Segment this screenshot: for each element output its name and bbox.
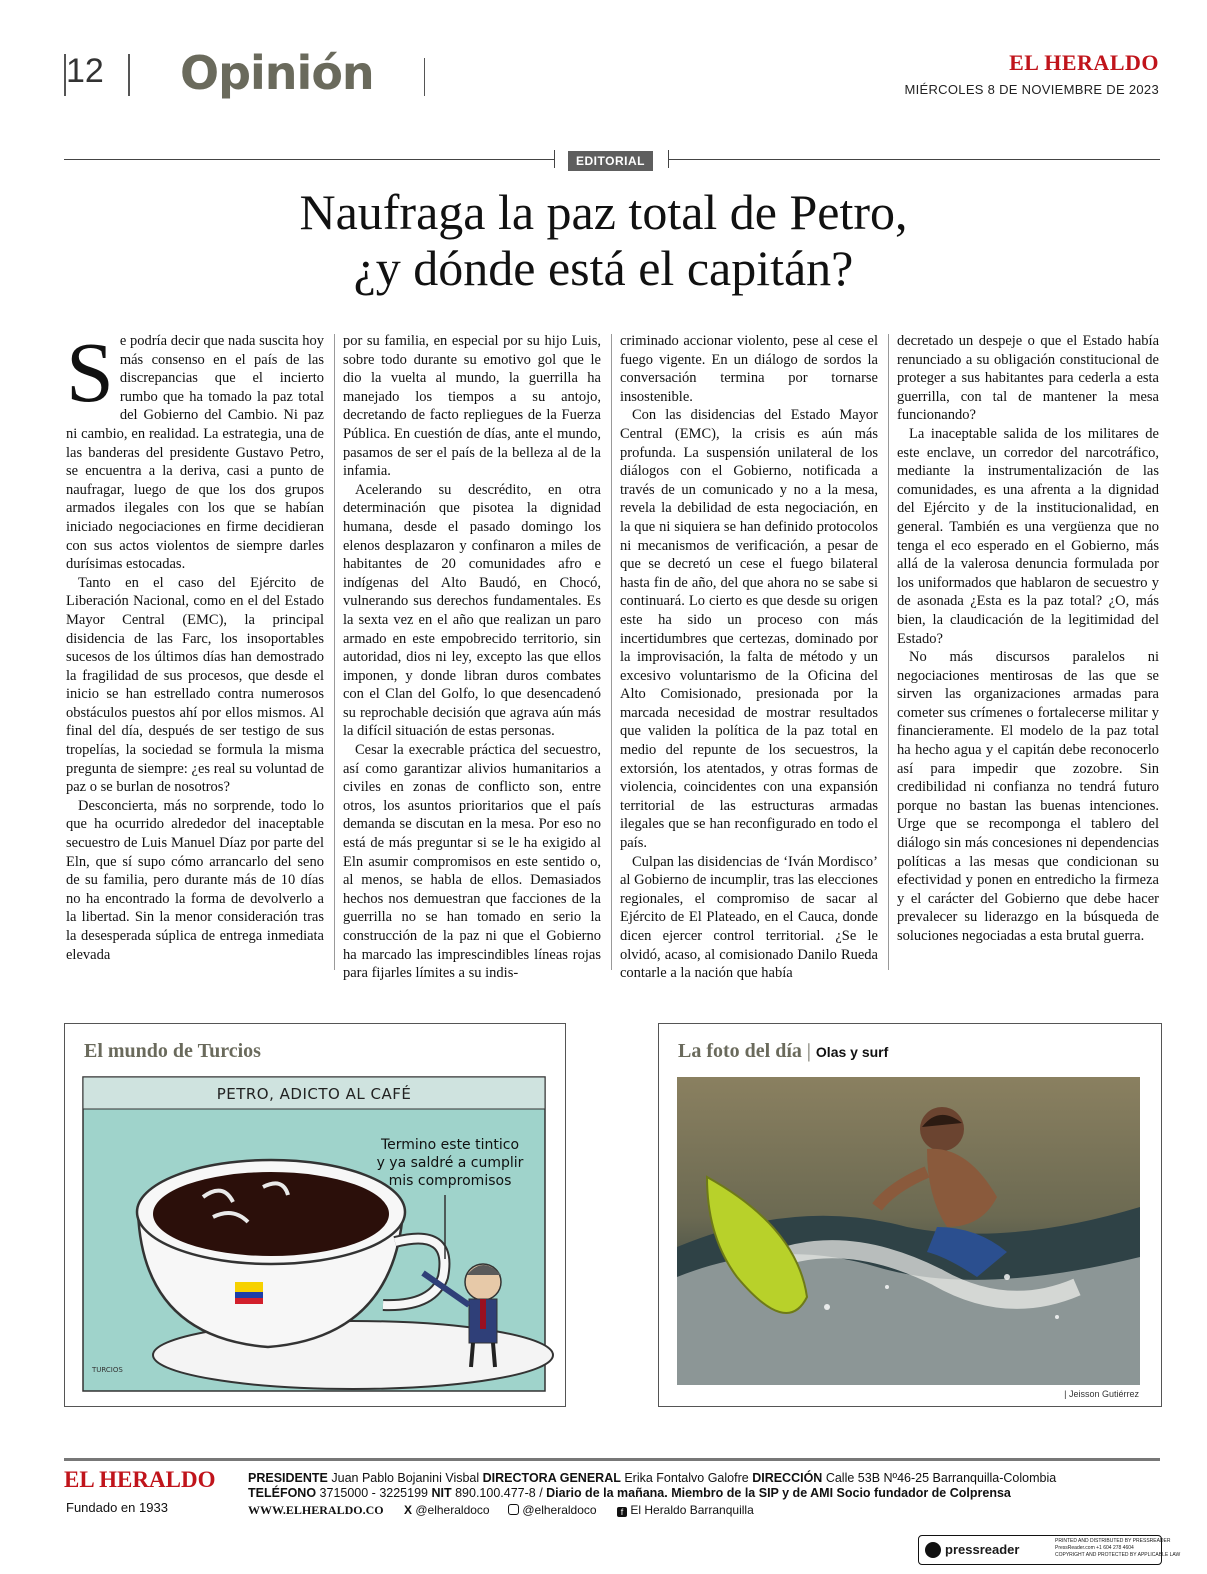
photo-box-title: La foto del día | Olas y surf bbox=[678, 1040, 889, 1062]
article-paragraph: Cesar la execrable práctica del secuestro, así como garantizar alivios humanitarios a civiles en zonas de conflicto son, entre otros, los asuntos prioritarios que el país demanda se discutan en la mesa. Por eso no está de más preguntar si se le ha exigido al Eln asumir compromisos en este sentido o, al menos, se habla de ellos. Demasiados hechos nos demuestran que facciones de la guerrilla no se han tomado en serio la construcción de la paz ni que el Gobierno ha marcado las imprescindibles líneas rojas para fijarles límites a su indis- bbox=[343, 742, 601, 982]
article-paragraph: criminado accionar violento, pese al cese el fuego vigente. En un diálogo de sordos la conversación termina por tornarse insostenible. bbox=[620, 333, 878, 405]
editorial-kicker: EDITORIAL bbox=[568, 151, 653, 171]
pressreader-info: PRINTED AND DISTRIBUTED BY PRESSREADER PressReader.com +1 604 278 4604 COPYRIGHT AND PROTECTED BY APPLICABLE LAW bbox=[1055, 1538, 1181, 1558]
founded-text: Fundado en 1933 bbox=[66, 1500, 168, 1515]
pressreader-logo: pressreader bbox=[945, 1542, 1020, 1557]
photo-subtitle: Olas y surf bbox=[815, 1044, 889, 1060]
article-paragraph: Desconcierta, más no sorprende, todo lo que ha ocurrido alrededor del inaceptable secuestro de Luis Manuel Díaz por parte del Eln, que sí supo cómo arrancarlo del seno de su familia, pero durante más de 10 días no ha encontrado la forma de devolverlo a la libertad. Sin la menor consideración tras la desesperada súplica de entrega inmediata elevada bbox=[66, 797, 324, 963]
column-rule bbox=[888, 334, 889, 970]
headline-line-2: ¿y dónde está el capitán? bbox=[353, 240, 854, 296]
column-rule bbox=[611, 334, 612, 970]
footer-rule bbox=[64, 1458, 1160, 1461]
article-paragraph: Con las disidencias del Estado Mayor Central (EMC), la crisis es aún más profunda. La suspensión unilateral de los diálogos con el Gobierno, notificada a través de un comunicado y no a la mesa, revela la debilidad de esta negociación, en la que ni siquiera se han definido protocolos ni mecanismos de verificación, a pesar de que se decretó un cese el fuego bilateral hasta fin de año, del que ahora no se sabe si continuará. Lo cierto es que desde su origen este ha sido un proceso con más incertidumbres que certezas, dominado por la improvisación, la falta de método y un excesivo voluntarismo de la Oficina del Alto Comisionado, presionada por la marcada necesidad de mostrar resultados que validen la política de la paz total en medio del repunte de los secuestros, la extorsión, los atentados, y otras formas de violencia, coincidentes con una expansión territorial de las estructuras armadas ilegales que se han reconfigurado en todo el país. bbox=[620, 407, 878, 852]
page-number: 12 bbox=[66, 52, 104, 90]
editorial-headline bbox=[0, 184, 1207, 296]
column-rule bbox=[334, 334, 335, 970]
article-paragraph: La inaceptable salida de los militares de este enclave, un corredor del narcotráfico, mediante la instrumentalización de las comunidades, es una afrenta a la dignidad del Ejército y de la institucionalidad, en general. También es una vergüenza que no tenga el eco esperado en el Gobierno, más allá de la valerosa denuncia formulada por los uniformados que hablaron de secuestro y de asonada ¿Esta es la paz total? ¿O, más bien, la claudicación de la legitimidad del Estado? bbox=[897, 425, 1159, 647]
article-column-4 bbox=[897, 332, 1159, 972]
x-icon: X bbox=[404, 1503, 413, 1517]
photo-credit: | Jeisson Gutiérrez bbox=[1064, 1389, 1139, 1399]
article-column-1 bbox=[66, 324, 324, 972]
article-paragraph: Acelerando su descrédito, en otra determinación que pisotea la dignidad humana, desde el pasado domingo los elenos desplazaron y confinaron a miles de habitantes de 20 comunidades afro e indígenas del Alto Baudó, en Chocó, vulnerando sus derechos fundamentales. Es la sexta vez en el año que realizan un paro armado en este empobrecido territorio, sin autoridad, dios ni ley, excepto las que ellos imponen, y donde libran duros combates con el Clan del Golfo, lo que desencadenó su reprochable decisión que agrava aún más la difícil situación de estas personas. bbox=[343, 481, 601, 740]
kicker-rule-left bbox=[64, 159, 554, 160]
article-paragraph: Culpan las disidencias de ‘Iván Mordisco’ al Gobierno de incumplir, tras las elecciones regionales, el compromiso de sacar al Ejército de El Plateado, en el Cauca, donde dicen ejercer control territorial. ¿Se le olvidó, acaso, al comisionado Danilo Rueda contarle a la nación que había bbox=[620, 853, 878, 982]
article-paragraph: decretado un despeje o que el Estado había renunciado a su obligación constitucional de proteger a sus habitantes para cederla a esta guerrilla, con tal de mantener la mesa funcionando? bbox=[897, 333, 1159, 424]
drop-cap: S bbox=[66, 324, 114, 420]
x-link[interactable]: X @elheraldoco bbox=[404, 1503, 490, 1517]
kicker-tick bbox=[554, 150, 555, 168]
website-link[interactable]: WWW.ELHERALDO.CO bbox=[248, 1503, 384, 1517]
kicker-rule-right bbox=[668, 159, 1160, 160]
speech-line: y ya saldré a cumplir bbox=[376, 1155, 524, 1171]
speech-line: Termino este tintico bbox=[380, 1137, 520, 1153]
speech-line: mis compromisos bbox=[388, 1173, 512, 1189]
instagram-link[interactable]: @elheraldoco bbox=[508, 1503, 597, 1517]
surf-photo bbox=[677, 1077, 1140, 1385]
facebook-link[interactable]: f El Heraldo Barranquilla bbox=[617, 1503, 754, 1517]
header-divider bbox=[128, 54, 130, 96]
article-paragraph: No más discursos paralelos ni negociaciones mentirosas de las que se sirven las organizaciones armadas para cometer sus crímenes o fortalecerse militar y financieramente. El modelo de la paz total ha hecho agua y el capitán debe reconocerlo así para impedir que zozobre. Sin credibilidad ni confianza no tendrá futuro porque no bastan las buenas intenciones. Urge que se recomponga el tablero del diálogo sin más concesiones ni dependencias políticas a las mesas que condicionan su efectividad y ponen en entredicho la firmeza y el carácter del Gobierno que debe hacer prevalecer su liderazgo en la búsqueda de soluciones negociadas a esta brutal guerra. bbox=[897, 649, 1159, 944]
cartoon-panel-title: PETRO, ADICTO AL CAFÉ bbox=[216, 1085, 412, 1103]
section-title: Opinión bbox=[180, 46, 374, 100]
footer-staff-line: PRESIDENTE Juan Pablo Bojanini Visbal DIRECTORA GENERAL Erika Fontalvo Galofre DIRECCIÓN Calle 53B Nº46-25 Barranquilla-Colombia bbox=[248, 1471, 1057, 1485]
article-paragraph: por su familia, en especial por su hijo Luis, sobre todo durante su emotivo gol que le dio la vuelta al mundo, la guerrilla ha manejado los tiempos a su antojo, decretando de facto repliegues de la Fuerza Pública. En cuestión de días, ante el mundo, pasamos de ser el país de la belleza al de la infamia. bbox=[343, 333, 601, 480]
article-paragraph: Se podría decir que nada suscita hoy más consenso en el país de las discrepancias que el incierto rumbo que ha tomado la paz total del Gobierno del Cambio. Ni paz ni cambio, en realidad. La estrategia, una de las banderas del presidente Gustavo Petro, se encuentra a la deriva, casi a punto de naufragar, luego de que los dos grupos armados ilegales con los que se habían iniciado negociaciones en firme decidieran con sus actos violentos de siempre darles durísimas estocadas. bbox=[66, 324, 324, 573]
headline-line-1: Naufraga la paz total de Petro, bbox=[299, 184, 908, 240]
cartoon-speech-bubble bbox=[360, 1136, 540, 1190]
issue-date: MIÉRCOLES 8 DE NOVIEMBRE DE 2023 bbox=[904, 82, 1159, 97]
masthead-logo: EL HERALDO bbox=[1009, 50, 1159, 75]
pressreader-icon bbox=[925, 1542, 941, 1558]
cartoon-box-title: El mundo de Turcios bbox=[84, 1040, 261, 1062]
article-column-3 bbox=[620, 332, 878, 982]
article-paragraph: Tanto en el caso del Ejército de Liberación Nacional, como en el del Estado Mayor Central (EMC), la principal disidencia de las Farc, los insoportables sucesos de los últimos días han demostrado la fragilidad de sus procesos, que desde el inicio se han estrellado contra numerosos obstáculos puestos ahí por ellos mismos. Al final del día, después de ser testigo de sus tropelías, la sociedad se formula la misma pregunta de siempre: ¿es real su voluntad de paz o se burlan de nosotros? bbox=[66, 574, 324, 796]
article-column-2 bbox=[343, 332, 601, 982]
title-separator: | bbox=[806, 1040, 811, 1062]
facebook-icon: f bbox=[617, 1507, 627, 1517]
cartoon-illustration bbox=[83, 1077, 545, 1391]
instagram-icon bbox=[508, 1504, 519, 1515]
pressreader-badge bbox=[918, 1535, 1181, 1565]
footer-contact-line: TELÉFONO 3715000 - 3225199 NIT 890.100.477-8 / Diario de la mañana. Miembro de la SIP y de AMI Socio fundador de Colprensa bbox=[248, 1486, 1011, 1500]
cartoonist-signature: TURCIOS bbox=[92, 1366, 123, 1374]
footer-logo: EL HERALDO bbox=[64, 1467, 216, 1492]
header-divider bbox=[424, 58, 425, 96]
